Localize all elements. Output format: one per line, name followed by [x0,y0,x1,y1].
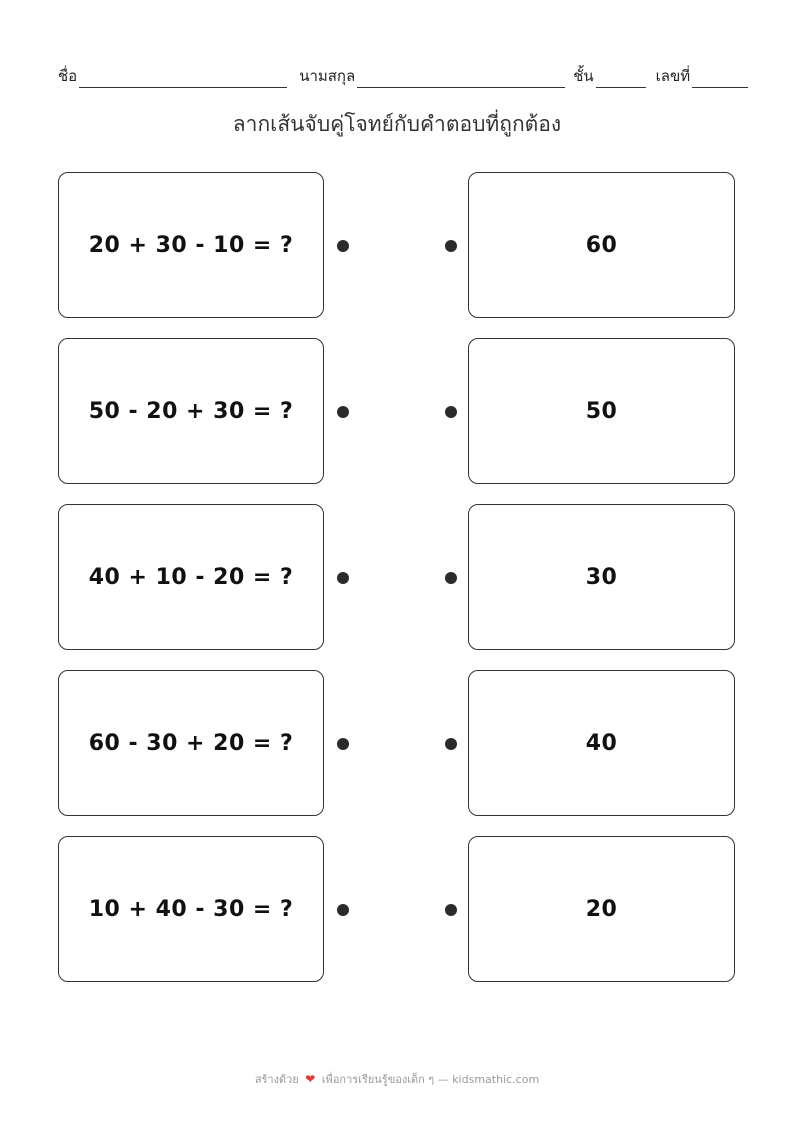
number-label: เลขที่ [655,67,691,85]
question-dot[interactable] [337,406,349,418]
surname-field[interactable] [357,69,565,88]
question-card: 10 + 40 - 30 = ? [58,836,324,982]
answer-card: 40 [468,670,735,816]
answer-card: 60 [468,172,735,318]
question-dot[interactable] [337,738,349,750]
answer-card: 30 [468,504,735,650]
answer-dot[interactable] [445,738,457,750]
grade-label: ชั้น [573,67,594,85]
number-field[interactable] [692,69,748,88]
footer-purpose: เพื่อการเรียนรู้ของเด็ก ๆ — [321,1073,449,1086]
surname-label: นามสกุล [299,67,356,85]
answer-dot[interactable] [445,240,457,252]
question-dot[interactable] [337,572,349,584]
answer-card: 50 [468,338,735,484]
question-card: 50 - 20 + 30 = ? [58,338,324,484]
heart-icon: ❤ [305,1072,316,1086]
answer-dot[interactable] [445,406,457,418]
question-dot[interactable] [337,240,349,252]
question-dot[interactable] [337,904,349,916]
student-info-row [58,64,748,88]
footer-credit [0,1070,794,1088]
question-card: 40 + 10 - 20 = ? [58,504,324,650]
answer-card: 20 [468,836,735,982]
answer-dot[interactable] [445,904,457,916]
footer-site-link[interactable]: kidsmathic.com [452,1073,540,1086]
question-card: 20 + 30 - 10 = ? [58,172,324,318]
name-label: ชื่อ [58,67,78,85]
grade-field[interactable] [596,69,646,88]
name-field[interactable] [79,69,287,88]
worksheet-title: ลากเส้นจับคู่โจทย์กับคำตอบที่ถูกต้อง [232,112,562,136]
question-card: 60 - 30 + 20 = ? [58,670,324,816]
footer-made-with: สร้างด้วย [254,1073,299,1086]
answer-dot[interactable] [445,572,457,584]
